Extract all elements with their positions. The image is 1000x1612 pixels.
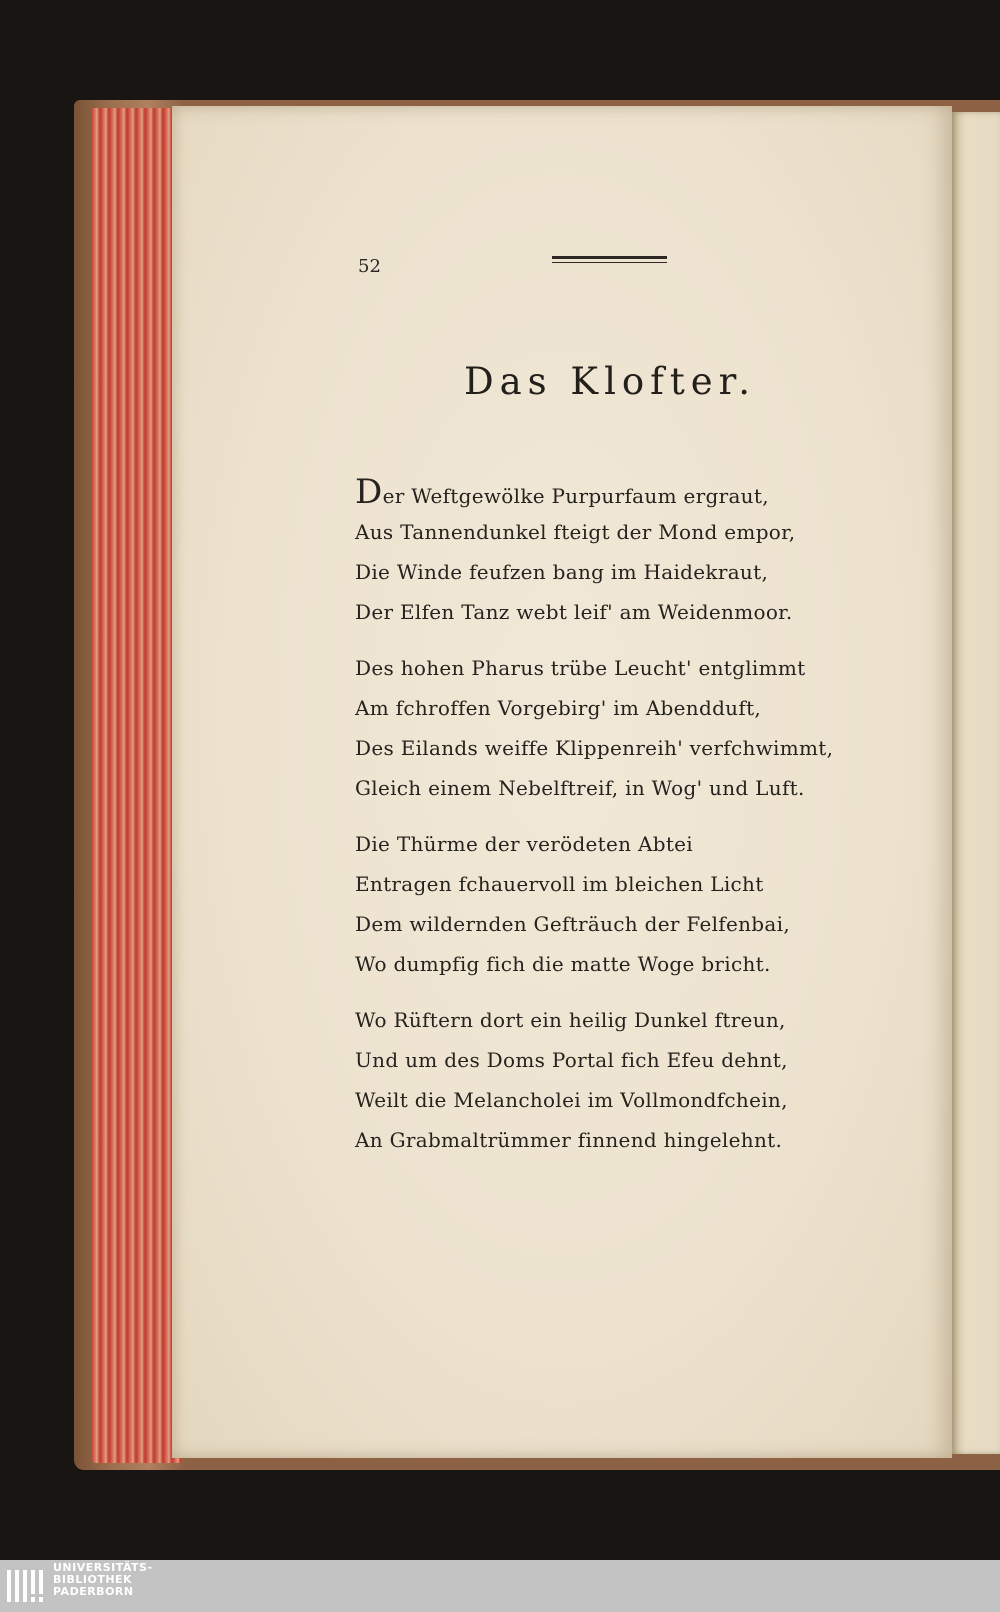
page-edges (92, 108, 182, 1463)
verse-line: Die Thürme der verödeten Abtei (355, 832, 694, 856)
stanza (355, 1000, 875, 1160)
poem-title: Das Klofter. (463, 360, 757, 403)
verse-line: Gleich einem Nebelftreif, in Wog' und Luft. (355, 776, 805, 800)
verse-line: Aus Tannendunkel fteigt der Mond empor, (355, 520, 796, 544)
poem-body (355, 472, 875, 1176)
verse-line: Dem wildernden Gefträuch der Felfenbai, (355, 912, 790, 936)
verse-line: Weilt die Melancholei im Vollmondfchein, (355, 1088, 788, 1112)
verse-line: Entragen fchauervoll im bleichen Licht (355, 872, 764, 896)
verse-line: Des hohen Pharus trübe Leucht' entglimmt (355, 656, 806, 680)
page-number: 52 (358, 256, 381, 277)
header-rule-thin (552, 262, 667, 263)
verse-line: Wo Rüftern dort ein heilig Dunkel ftreun, (355, 1008, 786, 1032)
header-rule (552, 256, 667, 259)
logo-line: PADERBORN (53, 1585, 134, 1598)
library-logo-text (53, 1562, 153, 1598)
verse-line: Wo dumpfig fich die matte Woge bricht. (355, 952, 771, 976)
verse-line: Und um des Doms Portal fich Efeu dehnt, (355, 1048, 788, 1072)
verse-line: An Grabmaltrümmer finnend hingelehnt. (355, 1128, 783, 1152)
verse-line: Der Elfen Tanz webt leif' am Weidenmoor. (355, 600, 793, 624)
verse-line: Die Winde feufzen bang im Haidekraut, (355, 560, 769, 584)
stanza (355, 472, 875, 632)
verse-line: Der Weftgewölke Purpurfaum ergraut, (355, 472, 769, 512)
stanza (355, 824, 875, 984)
facing-page-edge (952, 112, 1000, 1454)
logo-line: BIBLIOTHEK (53, 1573, 133, 1586)
stanza (355, 648, 875, 808)
verse-line: Des Eilands weiffe Klippenreih' verfchwimmt, (355, 736, 834, 760)
library-logo-icon (5, 1566, 47, 1606)
logo-line: UNIVERSITÄTS- (53, 1561, 153, 1574)
verse-line: Am fchroffen Vorgebirg' im Abendduft, (355, 696, 762, 720)
